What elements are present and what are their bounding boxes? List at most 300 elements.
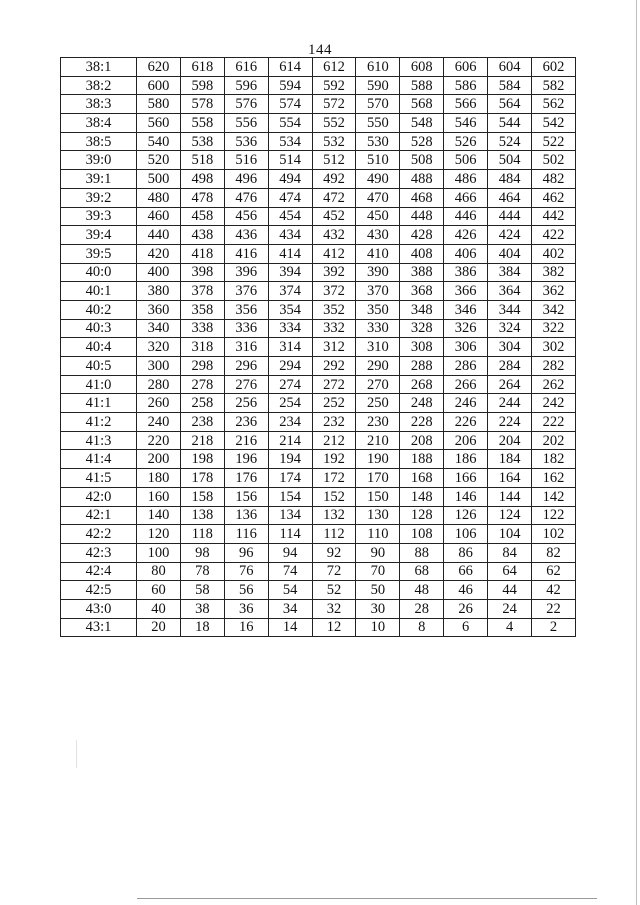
- table-cell: 446: [444, 207, 488, 226]
- table-cell: 498: [180, 170, 224, 189]
- table-cell: 554: [268, 114, 312, 133]
- table-cell: 502: [532, 151, 576, 170]
- table-cell: 222: [532, 413, 576, 432]
- table-cell: 480: [137, 188, 181, 207]
- table-cell: 64: [488, 562, 532, 581]
- table-cell: 84: [488, 543, 532, 562]
- table-cell: 290: [356, 357, 400, 376]
- table-cell: 516: [224, 151, 268, 170]
- table-cell: 100: [137, 543, 181, 562]
- table-cell: 474: [268, 188, 312, 207]
- table-cell: 220: [137, 431, 181, 450]
- table-cell: 168: [400, 469, 444, 488]
- table-cell: 360: [137, 300, 181, 319]
- table-cell: 612: [312, 58, 356, 77]
- table-cell: 52: [312, 581, 356, 600]
- table-cell: 458: [180, 207, 224, 226]
- table-row: [61, 450, 576, 469]
- table-cell: 340: [137, 319, 181, 338]
- row-label: 39:3: [61, 207, 137, 226]
- table-cell: 104: [488, 525, 532, 544]
- score-table: [60, 57, 576, 637]
- table-row: [61, 244, 576, 263]
- table-cell: 40: [137, 599, 181, 618]
- table-cell: 132: [312, 506, 356, 525]
- table-cell: 124: [488, 506, 532, 525]
- table-cell: 26: [444, 599, 488, 618]
- table-row: [61, 263, 576, 282]
- table-cell: 598: [180, 76, 224, 95]
- table-cell: 522: [532, 132, 576, 151]
- table-cell: 36: [224, 599, 268, 618]
- table-cell: 418: [180, 244, 224, 263]
- table-cell: 190: [356, 450, 400, 469]
- table-cell: 326: [444, 319, 488, 338]
- table-cell: 102: [532, 525, 576, 544]
- table-cell: 24: [488, 599, 532, 618]
- table-cell: 86: [444, 543, 488, 562]
- table-cell: 274: [268, 375, 312, 394]
- table-cell: 136: [224, 506, 268, 525]
- table-cell: 298: [180, 357, 224, 376]
- table-cell: 18: [180, 618, 224, 637]
- table-cell: 342: [532, 300, 576, 319]
- table-cell: 376: [224, 282, 268, 301]
- row-label: 42:5: [61, 581, 137, 600]
- table-cell: 68: [400, 562, 444, 581]
- table-cell: 532: [312, 132, 356, 151]
- row-label: 38:4: [61, 114, 137, 133]
- row-label: 42:4: [61, 562, 137, 581]
- table-row: [61, 338, 576, 357]
- table-cell: 204: [488, 431, 532, 450]
- table-cell: 92: [312, 543, 356, 562]
- table-cell: 356: [224, 300, 268, 319]
- table-cell: 44: [488, 581, 532, 600]
- table-cell: 472: [312, 188, 356, 207]
- table-cell: 406: [444, 244, 488, 263]
- row-label: 38:3: [61, 95, 137, 114]
- table-cell: 80: [137, 562, 181, 581]
- table-cell: 574: [268, 95, 312, 114]
- table-cell: 562: [532, 95, 576, 114]
- table-cell: 420: [137, 244, 181, 263]
- table-cell: 144: [488, 487, 532, 506]
- row-label: 38:5: [61, 132, 137, 151]
- table-cell: 74: [268, 562, 312, 581]
- page-edge: [636, 0, 637, 905]
- table-cell: 106: [444, 525, 488, 544]
- table-row: [61, 282, 576, 301]
- table-cell: 510: [356, 151, 400, 170]
- table-cell: 366: [444, 282, 488, 301]
- table-row: [61, 95, 576, 114]
- table-cell: 464: [488, 188, 532, 207]
- table-cell: 542: [532, 114, 576, 133]
- table-cell: 428: [400, 226, 444, 245]
- table-cell: 506: [444, 151, 488, 170]
- table-cell: 14: [268, 618, 312, 637]
- table-cell: 388: [400, 263, 444, 282]
- table-cell: 194: [268, 450, 312, 469]
- table-cell: 260: [137, 394, 181, 413]
- table-cell: 38: [180, 599, 224, 618]
- table-cell: 34: [268, 599, 312, 618]
- table-cell: 552: [312, 114, 356, 133]
- table-cell: 432: [312, 226, 356, 245]
- table-cell: 112: [312, 525, 356, 544]
- row-label: 38:2: [61, 76, 137, 95]
- table-cell: 524: [488, 132, 532, 151]
- table-cell: 62: [532, 562, 576, 581]
- table-cell: 306: [444, 338, 488, 357]
- table-cell: 200: [137, 450, 181, 469]
- table-cell: 434: [268, 226, 312, 245]
- table-cell: 430: [356, 226, 400, 245]
- table-cell: 372: [312, 282, 356, 301]
- table-cell: 32: [312, 599, 356, 618]
- row-label: 40:5: [61, 357, 137, 376]
- table-cell: 544: [488, 114, 532, 133]
- table-cell: 392: [312, 263, 356, 282]
- table-cell: 320: [137, 338, 181, 357]
- table-cell: 594: [268, 76, 312, 95]
- row-label: 42:3: [61, 543, 137, 562]
- table-cell: 244: [488, 394, 532, 413]
- table-row: [61, 170, 576, 189]
- table-cell: 442: [532, 207, 576, 226]
- table-cell: 94: [268, 543, 312, 562]
- table-cell: 208: [400, 431, 444, 450]
- table-cell: 600: [137, 76, 181, 95]
- table-cell: 454: [268, 207, 312, 226]
- table-cell: 8: [400, 618, 444, 637]
- table-row: [61, 151, 576, 170]
- table-row: [61, 58, 576, 77]
- table-cell: 268: [400, 375, 444, 394]
- table-cell: 426: [444, 226, 488, 245]
- table-cell: 494: [268, 170, 312, 189]
- row-label: 43:1: [61, 618, 137, 637]
- table-row: [61, 618, 576, 637]
- table-cell: 164: [488, 469, 532, 488]
- table-cell: 180: [137, 469, 181, 488]
- table-cell: 292: [312, 357, 356, 376]
- table-cell: 146: [444, 487, 488, 506]
- table-cell: 482: [532, 170, 576, 189]
- table-cell: 384: [488, 263, 532, 282]
- table-cell: 528: [400, 132, 444, 151]
- table-cell: 504: [488, 151, 532, 170]
- table-cell: 266: [444, 375, 488, 394]
- table-cell: 492: [312, 170, 356, 189]
- table-cell: 476: [224, 188, 268, 207]
- table-cell: 438: [180, 226, 224, 245]
- table-cell: 330: [356, 319, 400, 338]
- table-cell: 192: [312, 450, 356, 469]
- table-cell: 338: [180, 319, 224, 338]
- table-cell: 4: [488, 618, 532, 637]
- table-cell: 514: [268, 151, 312, 170]
- row-label: 39:5: [61, 244, 137, 263]
- table-cell: 448: [400, 207, 444, 226]
- table-cell: 296: [224, 357, 268, 376]
- table-cell: 252: [312, 394, 356, 413]
- table-cell: 10: [356, 618, 400, 637]
- table-cell: 96: [224, 543, 268, 562]
- table-cell: 570: [356, 95, 400, 114]
- table-cell: 300: [137, 357, 181, 376]
- table-cell: 450: [356, 207, 400, 226]
- bottom-rule: [137, 898, 597, 899]
- table-cell: 590: [356, 76, 400, 95]
- row-label: 43:0: [61, 599, 137, 618]
- table-cell: 246: [444, 394, 488, 413]
- table-cell: 344: [488, 300, 532, 319]
- table-cell: 422: [532, 226, 576, 245]
- table-cell: 6: [444, 618, 488, 637]
- table-cell: 158: [180, 487, 224, 506]
- table-cell: 398: [180, 263, 224, 282]
- table-cell: 198: [180, 450, 224, 469]
- table-row: [61, 132, 576, 151]
- table-cell: 12: [312, 618, 356, 637]
- table-cell: 414: [268, 244, 312, 263]
- row-label: 40:2: [61, 300, 137, 319]
- table-row: [61, 581, 576, 600]
- table-cell: 572: [312, 95, 356, 114]
- table-cell: 394: [268, 263, 312, 282]
- row-label: 41:3: [61, 431, 137, 450]
- table-cell: 424: [488, 226, 532, 245]
- table-row: [61, 226, 576, 245]
- row-label: 41:1: [61, 394, 137, 413]
- table-cell: 184: [488, 450, 532, 469]
- table-cell: 556: [224, 114, 268, 133]
- table-cell: 236: [224, 413, 268, 432]
- table-cell: 60: [137, 581, 181, 600]
- table-row: [61, 76, 576, 95]
- table-cell: 142: [532, 487, 576, 506]
- table-row: [61, 319, 576, 338]
- table-cell: 468: [400, 188, 444, 207]
- table-cell: 308: [400, 338, 444, 357]
- table-cell: 160: [137, 487, 181, 506]
- table-cell: 332: [312, 319, 356, 338]
- table-cell: 568: [400, 95, 444, 114]
- table-cell: 588: [400, 76, 444, 95]
- table-cell: 118: [180, 525, 224, 544]
- table-row: [61, 469, 576, 488]
- table-cell: 172: [312, 469, 356, 488]
- table-cell: 276: [224, 375, 268, 394]
- page-number: 144: [308, 42, 332, 58]
- table-cell: 368: [400, 282, 444, 301]
- table-cell: 586: [444, 76, 488, 95]
- table-row: [61, 562, 576, 581]
- scan-artifact: [76, 740, 77, 768]
- table-cell: 262: [532, 375, 576, 394]
- table-cell: 16: [224, 618, 268, 637]
- table-cell: 278: [180, 375, 224, 394]
- table-cell: 2: [532, 618, 576, 637]
- table-cell: 488: [400, 170, 444, 189]
- table-cell: 404: [488, 244, 532, 263]
- table-cell: 188: [400, 450, 444, 469]
- table-cell: 490: [356, 170, 400, 189]
- table-cell: 270: [356, 375, 400, 394]
- table-cell: 154: [268, 487, 312, 506]
- row-label: 38:1: [61, 58, 137, 77]
- table-cell: 592: [312, 76, 356, 95]
- table-cell: 606: [444, 58, 488, 77]
- table-cell: 166: [444, 469, 488, 488]
- table-cell: 578: [180, 95, 224, 114]
- table-cell: 312: [312, 338, 356, 357]
- table-cell: 560: [137, 114, 181, 133]
- table-cell: 566: [444, 95, 488, 114]
- table-cell: 286: [444, 357, 488, 376]
- table-cell: 242: [532, 394, 576, 413]
- table-cell: 186: [444, 450, 488, 469]
- table-cell: 214: [268, 431, 312, 450]
- table-cell: 114: [268, 525, 312, 544]
- table-cell: 378: [180, 282, 224, 301]
- table-cell: 90: [356, 543, 400, 562]
- table-cell: 248: [400, 394, 444, 413]
- table-row: [61, 543, 576, 562]
- table-cell: 250: [356, 394, 400, 413]
- table-cell: 162: [532, 469, 576, 488]
- table-cell: 350: [356, 300, 400, 319]
- table-cell: 536: [224, 132, 268, 151]
- table-cell: 98: [180, 543, 224, 562]
- table-cell: 284: [488, 357, 532, 376]
- table-cell: 288: [400, 357, 444, 376]
- table-cell: 30: [356, 599, 400, 618]
- table-cell: 170: [356, 469, 400, 488]
- row-label: 41:2: [61, 413, 137, 432]
- table-cell: 440: [137, 226, 181, 245]
- table-cell: 108: [400, 525, 444, 544]
- table-cell: 370: [356, 282, 400, 301]
- table-cell: 558: [180, 114, 224, 133]
- table-cell: 210: [356, 431, 400, 450]
- table-row: [61, 114, 576, 133]
- table-cell: 240: [137, 413, 181, 432]
- table-cell: 354: [268, 300, 312, 319]
- table-row: [61, 357, 576, 376]
- table-cell: 410: [356, 244, 400, 263]
- row-label: 41:4: [61, 450, 137, 469]
- table-cell: 314: [268, 338, 312, 357]
- table-cell: 484: [488, 170, 532, 189]
- table-cell: 318: [180, 338, 224, 357]
- table-cell: 82: [532, 543, 576, 562]
- table-cell: 134: [268, 506, 312, 525]
- table-cell: 280: [137, 375, 181, 394]
- table-cell: 28: [400, 599, 444, 618]
- table-cell: 582: [532, 76, 576, 95]
- table-cell: 466: [444, 188, 488, 207]
- table-row: [61, 188, 576, 207]
- table-cell: 206: [444, 431, 488, 450]
- table-cell: 486: [444, 170, 488, 189]
- table-cell: 456: [224, 207, 268, 226]
- table-cell: 310: [356, 338, 400, 357]
- table-body: [61, 58, 576, 637]
- table-cell: 362: [532, 282, 576, 301]
- table-cell: 282: [532, 357, 576, 376]
- row-label: 41:0: [61, 375, 137, 394]
- table-row: [61, 413, 576, 432]
- table-cell: 126: [444, 506, 488, 525]
- table-cell: 202: [532, 431, 576, 450]
- table-cell: 608: [400, 58, 444, 77]
- table-cell: 226: [444, 413, 488, 432]
- table-row: [61, 431, 576, 450]
- table-cell: 46: [444, 581, 488, 600]
- table-cell: 216: [224, 431, 268, 450]
- table-cell: 196: [224, 450, 268, 469]
- table-cell: 604: [488, 58, 532, 77]
- table-cell: 324: [488, 319, 532, 338]
- table-cell: 618: [180, 58, 224, 77]
- row-label: 39:4: [61, 226, 137, 245]
- table-cell: 452: [312, 207, 356, 226]
- row-label: 40:0: [61, 263, 137, 282]
- table-cell: 152: [312, 487, 356, 506]
- table-cell: 614: [268, 58, 312, 77]
- table-cell: 610: [356, 58, 400, 77]
- table-cell: 304: [488, 338, 532, 357]
- table-cell: 78: [180, 562, 224, 581]
- row-label: 42:0: [61, 487, 137, 506]
- table-row: [61, 207, 576, 226]
- table-cell: 42: [532, 581, 576, 600]
- table-cell: 444: [488, 207, 532, 226]
- table-cell: 518: [180, 151, 224, 170]
- table-cell: 70: [356, 562, 400, 581]
- table-cell: 564: [488, 95, 532, 114]
- table-cell: 148: [400, 487, 444, 506]
- table-cell: 546: [444, 114, 488, 133]
- table-cell: 316: [224, 338, 268, 357]
- table-cell: 258: [180, 394, 224, 413]
- table-cell: 116: [224, 525, 268, 544]
- table-cell: 88: [400, 543, 444, 562]
- table-cell: 402: [532, 244, 576, 263]
- table-cell: 328: [400, 319, 444, 338]
- table-cell: 48: [400, 581, 444, 600]
- table-cell: 512: [312, 151, 356, 170]
- table-cell: 294: [268, 357, 312, 376]
- table-cell: 462: [532, 188, 576, 207]
- table-cell: 408: [400, 244, 444, 263]
- table-cell: 212: [312, 431, 356, 450]
- table-cell: 130: [356, 506, 400, 525]
- table-cell: 520: [137, 151, 181, 170]
- row-label: 42:1: [61, 506, 137, 525]
- table-cell: 182: [532, 450, 576, 469]
- table-cell: 230: [356, 413, 400, 432]
- table-cell: 620: [137, 58, 181, 77]
- table-cell: 322: [532, 319, 576, 338]
- table-cell: 496: [224, 170, 268, 189]
- table-cell: 224: [488, 413, 532, 432]
- table-cell: 508: [400, 151, 444, 170]
- table-cell: 58: [180, 581, 224, 600]
